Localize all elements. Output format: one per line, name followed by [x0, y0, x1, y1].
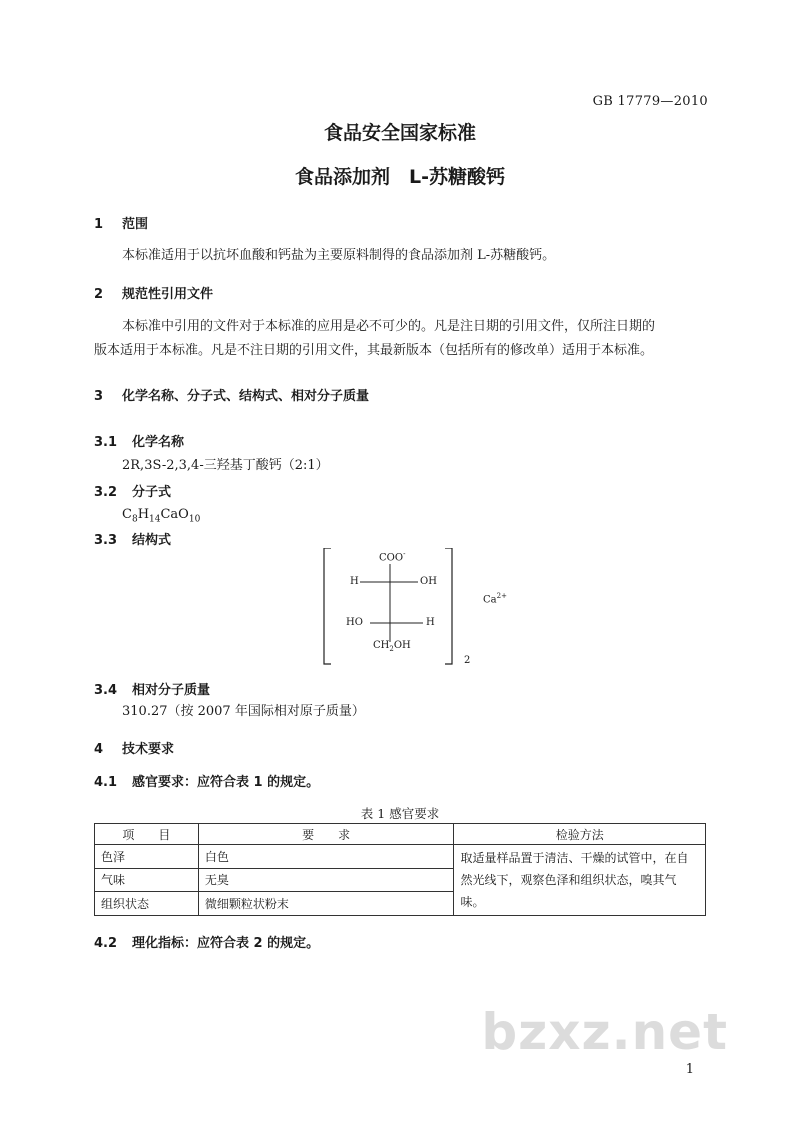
section-1-heading	[94, 213, 148, 232]
inspection-method-cell: 取适量样品置于清洁、干燥的试管中，在自 然光线下，观察色泽和组织状态，嗅其气味。	[454, 845, 706, 916]
structural-formula	[323, 548, 507, 668]
section-4-heading	[94, 738, 174, 757]
section-3-1-heading	[94, 431, 184, 450]
table-cell: 组织状态	[95, 892, 199, 916]
section-number: 1	[94, 217, 104, 232]
table-cell: 色泽	[95, 845, 199, 869]
ch2oh-label: $CH_2OH$	[373, 640, 411, 653]
section-title: 技术要求	[122, 742, 175, 757]
section-title: 范围	[122, 217, 149, 232]
molecular-mass: 310.27（按 2007 年国际相对原子质量）	[122, 704, 365, 719]
section-number: 3	[94, 389, 104, 404]
section-2-heading	[94, 283, 213, 302]
section-title: 规范性引用文件	[122, 287, 214, 302]
oh-right-label: OH	[420, 576, 437, 587]
section-title: 结构式	[132, 533, 172, 548]
section-1-text: 本标准适用于以抗坏血酸和钙盐为主要原料制得的食品添加剂 L-苏糖酸钙。	[122, 248, 556, 263]
bracket-subscript: 2	[464, 655, 471, 666]
standard-number: GB 17779—2010	[592, 94, 708, 109]
calcium-ion-label: $Ca^{2+}$	[483, 592, 507, 606]
table-header-cell: 要 求	[198, 824, 454, 845]
table-header-row	[95, 824, 706, 845]
section-title: 化学名称、分子式、结构式、相对分子质量	[122, 389, 370, 404]
section-3-3-heading	[94, 529, 171, 548]
section-number: 4	[94, 742, 104, 757]
section-number: 3.1	[94, 435, 118, 450]
table-cell: 气味	[95, 868, 199, 892]
ho-left-label: HO	[346, 617, 363, 628]
section-title: 化学名称	[132, 435, 185, 450]
molecular-formula: $C_8H_{14}CaO_{10}$	[122, 507, 201, 525]
table-cell: 无臭	[198, 868, 454, 892]
section-title: 理化指标：应符合表 2 的规定。	[132, 936, 320, 951]
h-left-label: H	[350, 576, 359, 587]
section-3-4-heading	[94, 679, 210, 698]
table-cell: 白色	[198, 845, 454, 869]
table-row	[95, 845, 706, 869]
section-number: 3.4	[94, 683, 118, 698]
watermark: bzxz.net	[481, 1003, 728, 1061]
table-1-caption: 表 1 感官要求	[360, 806, 440, 821]
page-number: 1	[685, 1062, 694, 1077]
document-subtitle: 食品添加剂 L-苏糖酸钙	[295, 166, 505, 188]
section-number: 4.1	[94, 775, 118, 790]
section-3-heading	[94, 385, 369, 404]
section-number: 2	[94, 287, 104, 302]
sensory-requirements-table	[94, 823, 706, 916]
table-cell: 微细颗粒状粉末	[198, 892, 454, 916]
carboxylate-label: COO-	[379, 550, 406, 564]
section-4-1-heading	[94, 771, 319, 790]
section-number: 3.2	[94, 485, 118, 500]
section-number: 4.2	[94, 936, 118, 951]
table-header-cell: 项 目	[95, 824, 199, 845]
section-title: 感官要求：应符合表 1 的规定。	[132, 775, 320, 790]
section-2-text-line2: 版本适用于本标准。凡是不注日期的引用文件，其最新版本（包括所有的修改单）适用于本标准。	[94, 343, 654, 358]
section-3-2-heading	[94, 481, 171, 500]
section-number: 3.3	[94, 533, 118, 548]
section-title: 分子式	[132, 485, 172, 500]
chemical-name: 2R,3S-2,3,4-三羟基丁酸钙（2:1）	[122, 458, 329, 473]
section-2-text-line1: 本标准中引用的文件对于本标准的应用是必不可少的。凡是注日期的引用文件，仅所注日期的	[122, 319, 656, 334]
table-header-cell: 检验方法	[454, 824, 706, 845]
section-4-2-heading	[94, 932, 319, 951]
section-title: 相对分子质量	[132, 683, 211, 698]
document-title: 食品安全国家标准	[323, 122, 476, 144]
h-right-label: H	[426, 617, 435, 628]
